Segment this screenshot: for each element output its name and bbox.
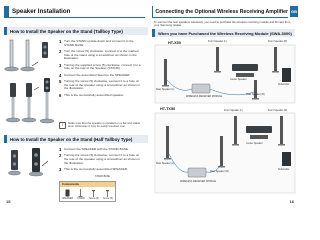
section-header-tallboy: How to Install the Speaker on the Stand (Tallboy Type) (4, 27, 148, 35)
component-screw-b (103, 189, 113, 200)
component-screw-a (89, 189, 99, 200)
component-label: STAND (77, 197, 85, 200)
d1-front-left-label: Front Speaker (L) (208, 40, 227, 43)
step-item (59, 148, 144, 152)
step-text: This is the successfully assembled speaker. (64, 92, 125, 97)
diagram1-model: HT-X50 (168, 41, 181, 45)
step-item (59, 154, 144, 165)
step-text: Turn the screw (5) clockwise. Connect it to the marked hole of the stand using a screwdriver as shown in the illustration. (64, 49, 139, 61)
step-item (59, 94, 144, 98)
step-number: 3 (59, 167, 62, 172)
d2-front-right-label: Front Speaker (R) (268, 109, 288, 112)
component-speaker (62, 189, 73, 200)
stand-icon (78, 189, 83, 197)
d1-rear-left-label: Rear Speaker (L) (156, 88, 175, 91)
step1-figure (5, 40, 19, 71)
screw-icon (105, 189, 110, 197)
step-item (59, 50, 144, 61)
component-stand (77, 189, 85, 200)
safety-note (59, 122, 144, 130)
components-list (60, 187, 115, 200)
component-label: Screw (5) (103, 197, 113, 200)
screw-icon (91, 189, 96, 197)
diagram2-speaker-layout (154, 112, 296, 194)
step-text: Connect the SPEAKER with the STAND BASE. (64, 147, 129, 151)
components-box (59, 181, 116, 202)
d2-front-left-label: Front Speaker (L) (224, 109, 243, 112)
components-title: Components (60, 182, 115, 187)
section-header-swa: When you have Purchased the Wireless Receiving Module (SWA-3000) (152, 29, 295, 37)
page-title-bar (4, 6, 145, 18)
left-page (0, 0, 150, 207)
step-text: Turning the supplied screw (5) clockwise, connect it to a hole on the rear of the Speaker (STAND). (64, 62, 141, 71)
step-number: 4 (59, 72, 62, 78)
step-item (59, 40, 144, 47)
stand-base-label: STAND BASE (95, 175, 110, 178)
page-title-bar (152, 6, 288, 18)
step-item (59, 64, 144, 71)
step4-figure (6, 83, 20, 122)
step-item (59, 74, 144, 78)
d1-module-label: WIRELESS RECEIVER MODULE (186, 95, 223, 98)
d1-center-label: Center Speaker (230, 78, 247, 81)
step3-figure (42, 42, 48, 58)
step-number: 1 (59, 39, 62, 44)
d1-rear-right-label: Rear Speaker (R) (246, 93, 265, 96)
half-tallboy-illustration (8, 146, 54, 191)
step6-figure (40, 78, 54, 123)
step-text: Turning the screw (5) clockwise, connect it to a hole on the rear of the speaker using a screwdriver as shown in the illustration. (64, 153, 140, 165)
half-tallboy-steps (59, 148, 144, 174)
step-number: 2 (59, 153, 62, 159)
step-number: 1 (59, 147, 62, 152)
step5-figure (22, 83, 39, 122)
half-step1-figure (9, 150, 21, 175)
step-text: Turning the screw (5) clockwise, connect it to a hole on the rear of the speaker using a screwdriver as shown in the illustration. (64, 79, 140, 91)
section-header-half-tallboy: How to Install the Speaker on the Stand (Half Tallboy Type) (4, 135, 148, 143)
component-label: Screw (5) (88, 197, 99, 200)
intro-text: To connect the rear speakers wirelessly, you need to purchase the wireless receiving module and ID card from your Samsung retailer. (154, 20, 291, 28)
half-step3-figure (29, 148, 48, 176)
step2-figure (21, 40, 39, 71)
step-text: This is the successfully assembled SPEAKER. (64, 167, 128, 171)
page-number-right: 16 (289, 199, 294, 204)
right-page (150, 0, 300, 207)
d1-subwoofer-label: Subwoofer (278, 83, 290, 86)
diagram2-model: HT-TX50 (160, 107, 176, 111)
page-title: Connecting the Optional Wireless Receiving Amplifier (155, 8, 288, 15)
note-icon: ! (59, 122, 66, 129)
step-number: 3 (59, 62, 62, 68)
d2-rear-left-label: Rear Speaker (L) (156, 162, 175, 165)
language-badge: GB (290, 6, 298, 17)
d2-subwoofer-label: Subwoofer (278, 168, 290, 171)
tallboy-steps (59, 40, 144, 100)
step-number: 5 (59, 79, 62, 84)
d2-module-label: WIRELESS RECEIVER MODULE (180, 180, 217, 183)
d1-front-right-label: Front Speaker (R) (268, 40, 288, 43)
step-item (59, 168, 144, 172)
d2-rear-right-label: Rear Speaker (R) (210, 170, 229, 173)
diagram1-speaker-layout (154, 44, 296, 104)
speaker-icon (65, 189, 70, 197)
page-number-left: 15 (6, 199, 11, 204)
step-text: Turn the STAND upside-down and connect it to the STAND BASE. (64, 39, 134, 47)
step-text: Connect the assembled Stand to the SPEAKER. (64, 72, 131, 77)
step-number: 2 (59, 49, 62, 54)
component-label: SPEAKER (62, 197, 73, 200)
step-item (59, 80, 144, 91)
d2-center-label: Center Speaker (246, 142, 263, 145)
page-title: Speaker Installation (12, 8, 71, 15)
note-text: Make sure that the speaker is installed on a flat and stable area. Otherwise it may be easily knocked over. (68, 121, 141, 129)
step-number: 6 (59, 92, 62, 98)
